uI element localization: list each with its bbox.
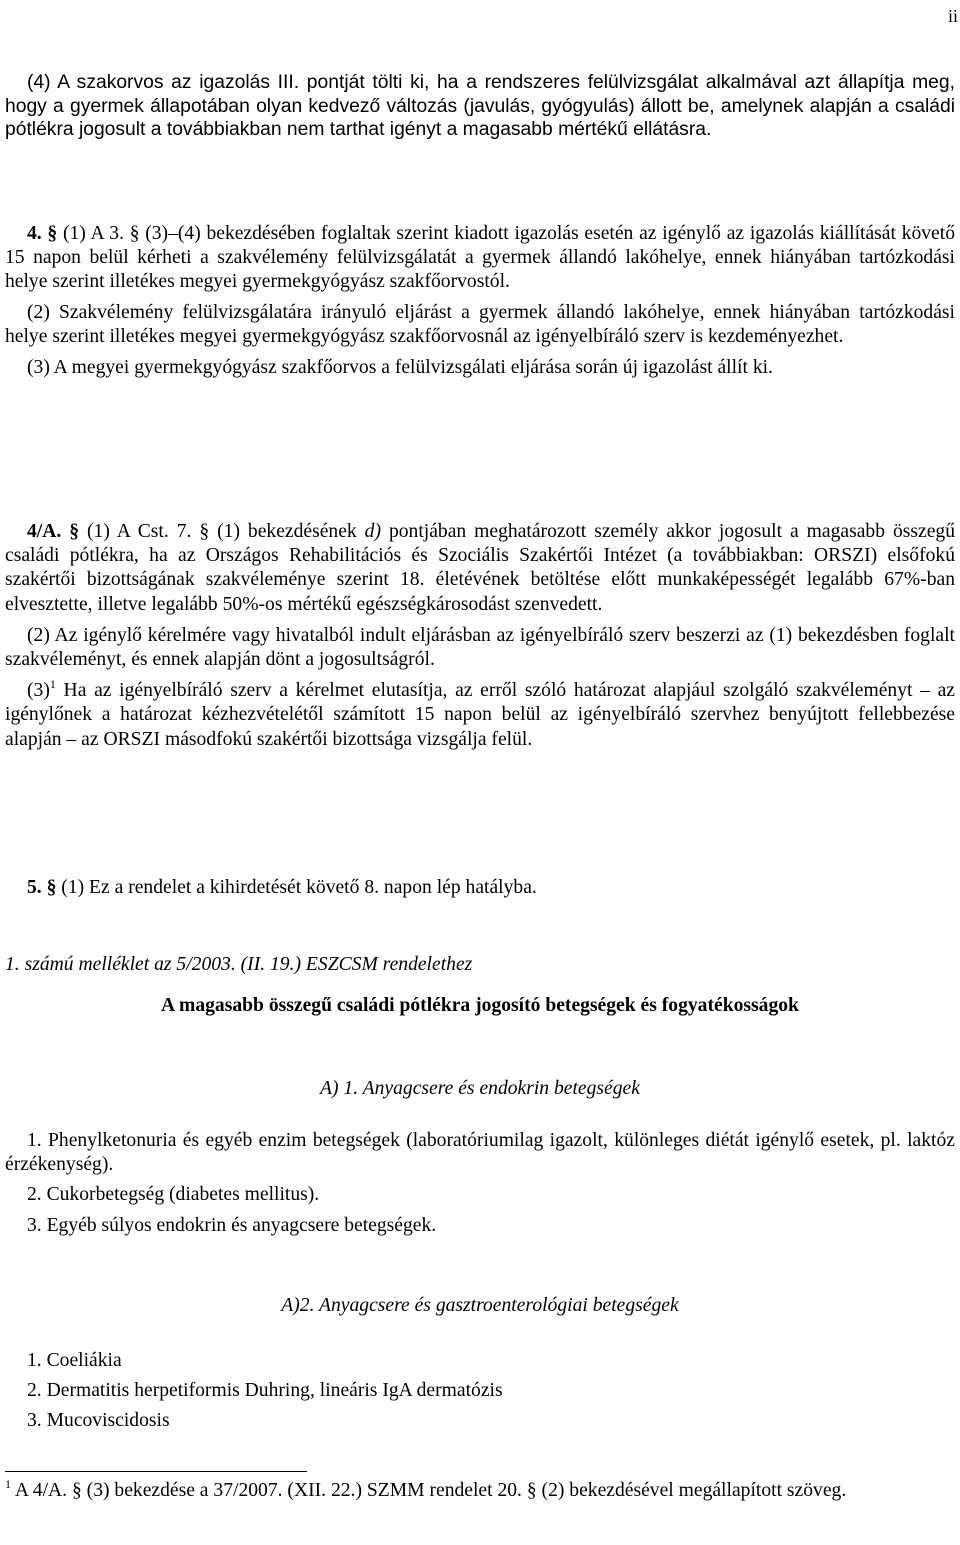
section-4a-para-1: 4/A. § (1) A Cst. 7. § (1) bekezdésének d) pontjában meghatározott személy akkor jogosult a magasabb összegű családi pótlékra, ha az Országos Rehabilitációs és Szociális Szakértői Intézet (a továbbiakban: ORSZI) elsőfokú szakértői bizottságának szakvéleménye szerint 18. életévének betöltése előtt munkaképességét legalább 67%-ban elvesztette, illetve legalább 50%-os mértékű egészségkárosodást szenvedett.	[5, 521, 955, 615]
section-4a-para-3: $(3)^1$ Ha az igényelbíráló szerv a kérelmet elutasítja, az erről szóló határozat alapjául szolgáló szakvéleményt – az igénylőnek a határozat kézhezvételétől számított 15 napon belül az igényelbíráló szervhez benyújtott fellebbezése alapján – az ORSZI másodfokú szakértői bizottsága vizsgálja felül.	[5, 677, 955, 750]
section-4-para-3: (3) A megyei gyermekgyógyász szakfőorvos a felülvizsgálati eljárása során új igazolást állít ki.	[27, 357, 773, 379]
page-number: ii	[947, 6, 958, 26]
footnote-divider	[5, 1471, 307, 1472]
list-item: 1. Phenylketonuria és egyéb enzim betegségek (laboratóriumilag igazolt, különleges diétát igénylő esetek, pl. laktóz érzékenység).	[5, 1130, 955, 1176]
footnote-mark: 1	[5, 1477, 11, 1491]
paragraph-3-4: (4) A szakorvos az igazolás III. pontját tölti ki, ha a rendszeres felülvizsgálat alkalmával azt állapítja meg, hogy a gyermek állapotában olyan kedvező változás (javulás, gyógyulás) állott be, amelynek alapján a családi pótlékra jogosult a továbbiakban nem tarthat igényt a magasabb mértékű ellátásra.	[5, 72, 955, 141]
section-4	[5, 222, 955, 380]
group-a2-title: A)2. Anyagcsere és gasztroenterológiai betegségek	[281, 1295, 679, 1316]
list-item: 2. Dermatitis herpetiformis Duhring, lineáris IgA dermatózis	[27, 1380, 503, 1402]
group-a2-list	[5, 1349, 955, 1434]
list-item: 1. Coeliákia	[27, 1350, 122, 1371]
section-4-para-1: 4. § (1) A 3. § (3)–(4) bekezdésében foglaltak szerint kiadott igazolás esetén az igénylő az igazolás kiállítását követő 15 napon belül kérheti a szakvélemény felülvizsgálatát a gyermek állandó lakóhelye, ennek hiányában tartózkodási helye szerint illetékes megyei gyermekgyógyász szakfőorvostól.	[5, 223, 955, 293]
section-4-para-2: (2) Szakvélemény felülvizsgálatára irányuló eljárást a gyermek állandó lakóhelye, ennek hiányában tartózkodási helye szerint illetékes megyei gyermekgyógyász szakfőorvosnál az igényelbíráló szerv is kezdeményezhet.	[5, 301, 955, 347]
footnote: $^1$ A 4/A. § (3) bekezdése a 37/2007. (XII. 22.) SZMM rendelet 20. § (2) bekezdésével megállapított szöveg.	[5, 1477, 847, 1501]
annex-title: A magasabb összegű családi pótlékra jogosító betegségek és fogyatékosságok	[161, 995, 799, 1016]
footnote-reference[interactable]: 1	[49, 677, 56, 692]
section-4a-para-2: (2) Az igénylő kérelmére vagy hivatalból indult eljárásban az igényelbíráló szerv beszerzi az (1) bekezdésben foglalt szakvéleményt, és ennek alapján dönt a jogosultságról.	[5, 624, 955, 671]
group-a1-list	[5, 1129, 955, 1238]
section-4a	[5, 520, 955, 752]
list-item: 3. Egyéb súlyos endokrin és anyagcsere betegségek.	[27, 1214, 437, 1236]
section-label: 4. §	[27, 223, 58, 244]
section-5-para-1: 5. § (1) Ez a rendelet a kihirdetését követő 8. napon lép hatályba.	[27, 877, 537, 898]
section-label: 4/A. §	[27, 521, 80, 542]
section-label: 5. §	[27, 877, 57, 898]
list-item: 2. Cukorbetegség (diabetes mellitus).	[27, 1184, 320, 1206]
group-a1-title: A) 1. Anyagcsere és endokrin betegségek	[320, 1078, 640, 1099]
annex-reference: 1. számú melléklet az 5/2003. (II. 19.) ESZCSM rendelethez	[5, 954, 473, 975]
list-item: 3. Mucoviscidosis	[27, 1410, 170, 1432]
